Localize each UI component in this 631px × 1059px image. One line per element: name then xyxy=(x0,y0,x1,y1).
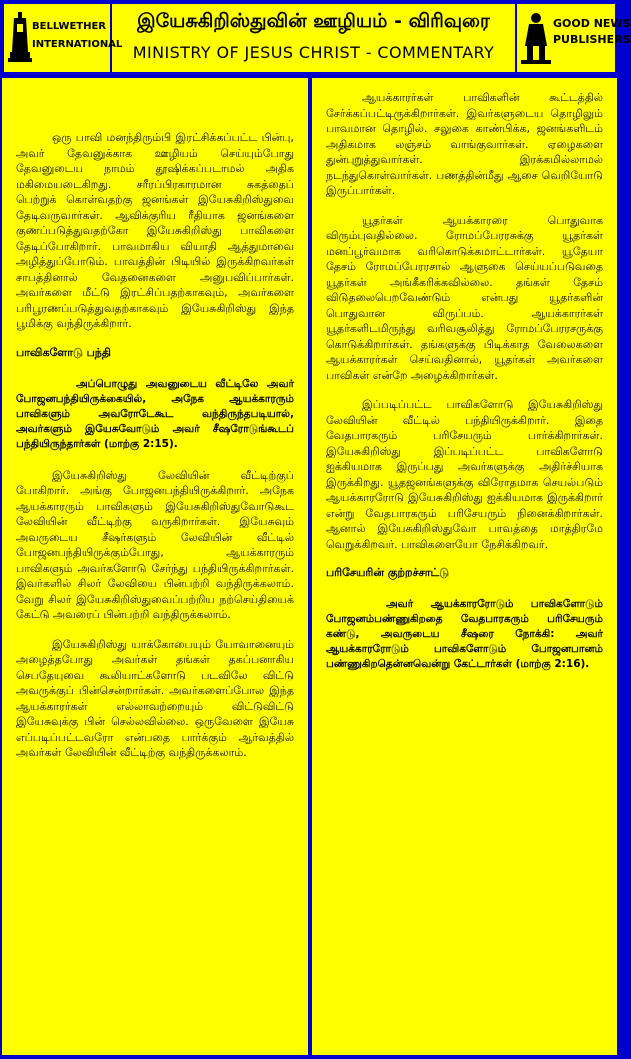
title-block xyxy=(112,4,515,72)
bellwether-logo-text: BELLWETHER INTERNATIONAL xyxy=(32,21,123,50)
paragraph: ஒரு பாவி மனந்திரும்பி இரட்சிக்கப்பட்ட பின்பு, அவர் தேவனுக்காக ஊழியம் செய்யும்போது தேவனுடைய நாமம் தூஷிக்கப்படாமல் அதிக மகிமையடைகிறது. சரீரப்பிரகாரமான சுகத்தைப் பெற்றுக் கொள்வதற்கு ஜனங்கள் இயேசுகிறிஸ்துவை தேடிவருவார்கள். ஆவிக்குரிய ரீதியாக ஜனங்களை குணப்படுத்துவதற்கோ இயேசுகிறிஸ்து பாவிகளை தேடிப்போகிறார். பாவமாகிய வியாதி ஆத்துமாவை அழித்துப்போடும். பாவத்தின் பிடியில் இருக்கிறவர்கள் சாபத்தினால் வேதனைகளை அனுபவிப்பார்கள். அவர்களை மீட்டு இரட்சிப்பதற்காகவும், அவர்களை பரிபூரணப்படுத்துவதற்காகவும் இயேசுகிறிஸ்து இந்த பூமிக்கு வந்திருக்கிறார். xyxy=(16,131,294,330)
bellwether-logo xyxy=(4,4,123,72)
title-english: MINISTRY OF JESUS CHRIST - COMMENTARY xyxy=(132,43,495,62)
scripture-quote: அவர் ஆயக்காரரோடும் பாவிகளோடும் போஜனம்பண்ணுகிறதை வேதபாரகரும் பரிசேயரும் கண்டு, அவருடைய சீஷரை நோக்கி: அவர் ஆயக்காரரோடும் பாவிகளோடும் போஜனபானம் பண்ணுகிறதென்னவென்று கேட்டார்கள் (மாற்கு 2:16). xyxy=(326,598,603,670)
article-body xyxy=(2,76,617,1057)
paragraph: இயேசுகிறிஸ்து யாக்கோபையும் யோவானையும் அழைத்தபோது அவர்கள் தங்கள் தகப்பனாகிய செபதேயுவை கூலியாட்களோடு படவிலே விட்டு அவருக்குப் பின்சென்றார்கள். அவர்களைப்போல இந்த ஆயக்காரர்கள் எல்லாவற்றையும் விட்டுவிட்டு இயேசுவுக்கு பின் செல்லவில்லை. ஒருவேளை இயேசு எப்படிப்பட்டவரோ என்பதை பார்க்கும் ஆர்வத்தில் அவர்கள் லேவியின் வீட்டிற்கு வந்திருக்கலாம். xyxy=(16,637,294,759)
good-news-logo-text: GOOD NEWS PUBLISHERS xyxy=(553,17,631,46)
paragraph: யூதர்கள் ஆயக்காரரை பொதுவாக விரும்புவதில்லை. ரோமப்பேரரசுக்கு யூதர்கள் மனப்பூர்வமாக வரிகொடுக்கமாட்டார்கள். யூதேயா தேசம் ரோமப்பேரரசால் ஆளுகை செய்யப்படுவதை யூதர்கள் அங்கீகரிக்கவில்லை. தங்கள் தேசம் விடுதலைபெறவேண்டும் என்பது யூதர்களின் பொதுவான விருப்பம். ஆயக்காரர்கள் யூதர்களிடமிருந்து வரிவசூலித்து ரோமப்பேரரசருக்கு கொடுக்கிறார்கள். தங்களுக்கு பிடிக்காத வேலைகளை ஆயக்காரர்கள் செய்வதினால், யூதர்கள் அவர்களை பாவிகள் என்றே அழைக்கிறார்கள். xyxy=(326,213,603,382)
left-column xyxy=(2,78,308,1055)
scripture-quote: அப்பொழுது அவனுடைய வீட்டிலே அவர் போஜனபந்தியிருக்கையில், அநேக ஆயக்காரரும் பாவிகளும் அவரோடேகூட வந்திருந்தபடியால், அவர்களும் இயேசுவோடும் அவர் சீஷரோடுங்கூடப் பந்தியிருந்தார்கள் (மாற்கு 2:15). xyxy=(16,377,294,450)
right-column xyxy=(312,78,617,1055)
publisher-figure-icon xyxy=(521,12,551,64)
bell-tower-icon xyxy=(8,12,32,64)
good-news-logo xyxy=(515,4,631,72)
paragraph: இயேசுகிறிஸ்து லேவியின் வீட்டிற்குப் போகிறார். அங்கு போஜனபந்தியிருக்கிறார். அநேக ஆயக்காரரும் பாவிகளும் இயேசுகிறிஸ்துவோடுகூட லேவியின் வீட்டிற்கு வருகிறார்கள். இயேசுவும் அவருடைய சீஷர்களும் லேவியின் வீட்டில் போஜனபந்தியிருக்கும்போது, ஆயக்காரரும் பாவிகளும் அவர்களோடு சேர்ந்து பந்தியிருக்கிறார்கள். இவர்களில் சிலர் லேவியை பின்பற்றி வந்திருக்கலாம். வேறு சிலர் இயேசுகிறிஸ்துவைப்பற்றிய நற்செய்தியைக் கேட்டு அவரைப் பின்பற்றி வந்திருக்கலாம். xyxy=(16,468,294,621)
title-tamil: இயேசுகிறிஸ்துவின் ஊழியம் - விரிவுரை xyxy=(137,10,490,32)
section-heading: பரிசேயரின் குற்றச்சாட்டு xyxy=(326,566,450,579)
paragraph: ஆயக்காரர்கள் பாவிகளின் கூட்டத்தில் சேர்க்கப்பட்டிருக்கிறார்கள். இவர்களுடைய தொழிலும் பாவமான தொழில். சலுகை காண்பிக்க, ஜனங்களிடம் அதிகமாக லஞ்சம் வாங்குவார்கள். ஏழைகளை துன்புறுத்துவார்கள். இரக்கமில்லாமல் நடந்துகொள்வார்கள். பணத்தின்மீது ஆசை வெறியோடு இருப்பார்கள். xyxy=(326,91,603,197)
section-heading: பாவிகளோடு பந்தி xyxy=(16,345,111,359)
paragraph: இப்படிப்பட்ட பாவிகளோடு இயேசுகிறிஸ்து லேவியின் வீட்டில் பந்தியிருக்கிறார். இதை வேதபாரகரும் பரிசேயரும் பார்க்கிறார்கள். இயேசுகிறிஸ்து இப்படிப்பட்ட பாவிகளோடு ஐக்கியமாக இருப்பது அவர்களுக்கு அதிர்ச்சியாக இருக்கிறது. யூதஜனங்களுக்கு விரோதமாக செயல்படும் ஆயக்காரரோடு இயேசுகிறிஸ்து ஐக்கியமாக இருக்கிறார் என்று வேதபாரகரும் பரிசேயரும் நினைக்கிறார்கள். ஆனால் இயேசுகிறிஸ்துவோ பாவத்தை மாத்திரமே வெறுக்கிறவர். பாவிகளையோ நேசிக்கிறவர். xyxy=(326,398,603,551)
header-banner xyxy=(2,2,631,74)
